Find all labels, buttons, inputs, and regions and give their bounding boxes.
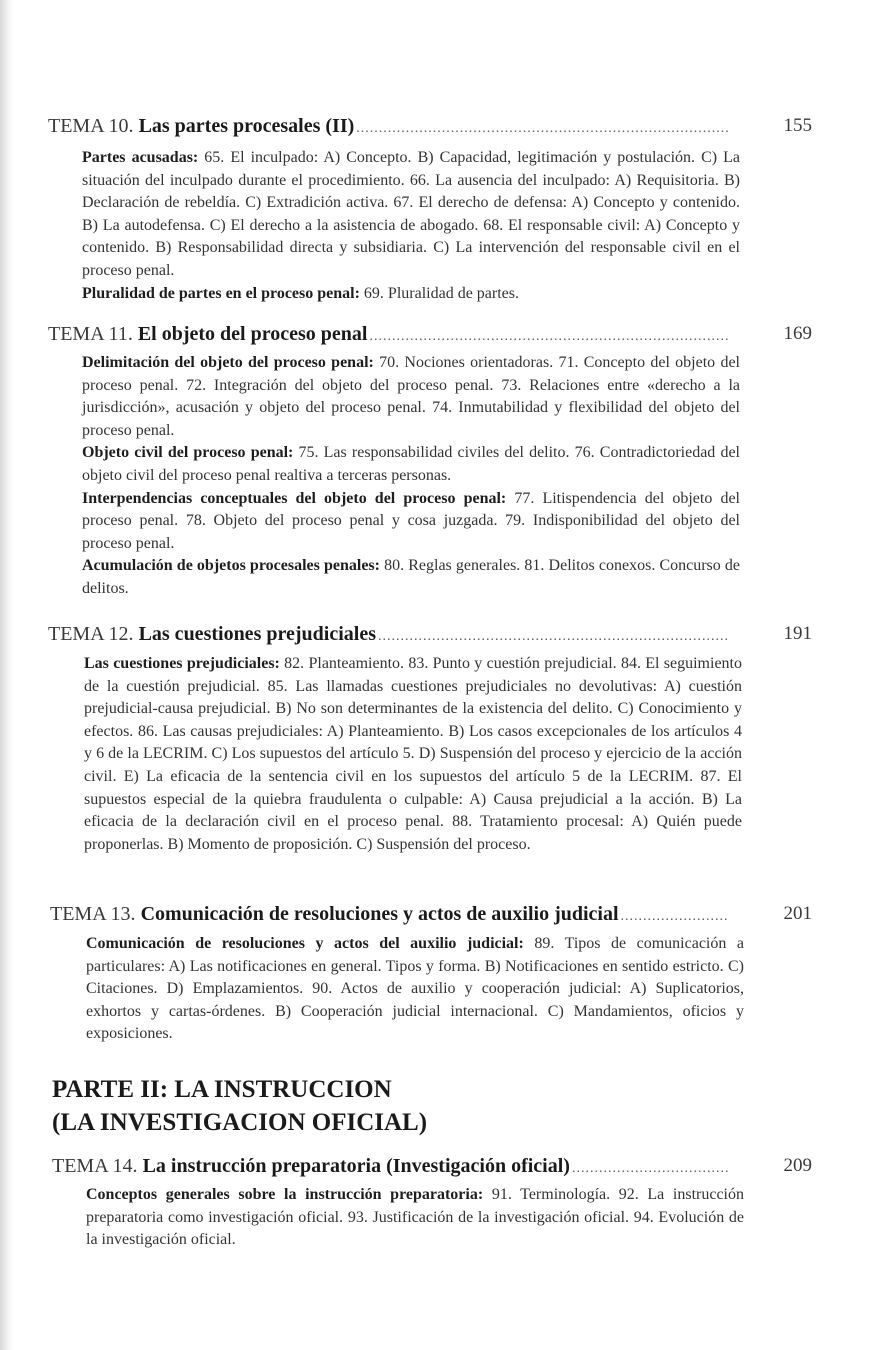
dot-leader (369, 323, 728, 351)
toc-entry-tema-14 (0, 1152, 884, 1249)
part-heading-line-2: (LA INVESTIGACION OFICIAL) (52, 1109, 428, 1136)
summary-lead: Las cuestiones prejudiciales: (84, 655, 280, 672)
summary-paragraph (86, 933, 744, 1046)
tema-page-number: 155 (783, 115, 812, 136)
tema-page-number: 169 (783, 323, 812, 344)
summary-lead: Objeto civil del proceso penal: (82, 444, 294, 462)
tema-number: TEMA 11. (48, 323, 133, 345)
toc-entry-heading[interactable] (0, 112, 884, 140)
summary-lead: Conceptos generales sobre la instrucción preparatoria: (86, 1186, 484, 1203)
tema-page-number: 209 (783, 1155, 812, 1176)
tema-title: Las partes procesales (II) (138, 115, 355, 137)
summary-paragraph (82, 352, 740, 442)
summary-text: 89. Tipos de comunicación a particulares: A) Las notificaciones en general. Tipos y forma. B) Notificaciones en sentido estricto. C) Citaciones. D) Emplazamientos. 90. Actos de auxilio y cooperación judicial: A) Suplicatorios, exhortos y cartas-órdenes. B) Cooperación judicial internacional. C) Mandamientos, oficios y exposiciones. (86, 935, 745, 1043)
toc-entry-heading[interactable] (0, 620, 884, 648)
dot-leader (356, 115, 728, 143)
summary-paragraph (82, 283, 740, 306)
summary-lead: Acumulación de objetos procesales penales: (82, 557, 380, 575)
toc-entry-tema-11 (0, 320, 884, 597)
toc-entry-tema-13 (0, 900, 884, 1043)
part-heading-line-1: PARTE II: LA INSTRUCCION (52, 1076, 392, 1103)
summary-lead: Pluralidad de partes en el proceso penal: (82, 284, 360, 302)
toc-entry-tema-10 (0, 112, 884, 302)
summary-paragraph (82, 555, 740, 600)
tema-title: Las cuestiones prejudiciales (138, 623, 376, 645)
summary-paragraph (84, 653, 742, 856)
tema-number: TEMA 10. (48, 115, 134, 137)
tema-page-number: 191 (783, 623, 812, 644)
summary-text: 65. El inculpado: A) Concepto. B) Capacidad, legitimación y postulación. C) La situación del inculpado durante el procedimiento. 66. La ausencia del inculpado: A) Requisitoria. B) Declaración de rebeldía. C) Extradición activa. 67. El derecho de defensa: A) Concepto y contenido. B) La autodefensa. C) El derecho a la asistencia de abogado. 68. El responsable civil: A) Concepto y contenido. B) Responsabilidad directa y subsidiaria. C) La intervención del responsable civil en el proceso penal. (82, 149, 741, 279)
dot-leader (572, 1155, 728, 1183)
summary-lead: Delimitación del objeto del proceso penal: (82, 354, 374, 371)
summary-text: 69. Pluralidad de partes. (359, 284, 519, 302)
summary-paragraph (82, 147, 740, 283)
toc-entry-heading[interactable] (0, 320, 884, 348)
summary-text: 77. Litispendencia del objeto del proceso penal. 78. Objeto del proceso penal y cosa juzgada. 79. Indisponibilidad del objeto del proceso penal. (82, 489, 740, 552)
tema-summary (86, 1184, 744, 1252)
summary-lead: Comunicación de resoluciones y actos del auxilio judicial: (86, 935, 524, 952)
tema-number: TEMA 14. (52, 1155, 138, 1177)
summary-lead: Partes acusadas: (82, 149, 199, 166)
dot-leader (378, 623, 728, 651)
summary-text: 80. Reglas generales. 81. Delitos conexos. Concurso de delitos. (82, 557, 740, 597)
summary-paragraph (82, 488, 740, 556)
tema-summary (86, 933, 744, 1046)
tema-number: TEMA 12. (48, 623, 134, 645)
summary-paragraph (82, 442, 740, 487)
tema-title: El objeto del proceso penal (137, 323, 368, 345)
summary-lead: Interpendencias conceptuales del objeto del proceso penal: (82, 489, 507, 507)
tema-title: La instrucción preparatoria (Investigación oficial) (142, 1155, 570, 1177)
summary-text: 91. Terminología. 92. La instrucción preparatoria como investigación oficial. 93. Justificación de la investigación oficial. 94. Evolución de la investigación oficial. (86, 1186, 744, 1249)
toc-entry-tema-12 (0, 620, 884, 853)
summary-paragraph (86, 1184, 744, 1252)
summary-text: 75. Las responsabilidad civiles del delito. 76. Contradictoriedad del objeto civil del proceso penal realtiva a terceras personas. (82, 444, 740, 484)
tema-title: Comunicación de resoluciones y actos de auxilio judicial (140, 903, 619, 925)
tema-summary (82, 147, 740, 305)
summary-text: 70. Nociones orientadoras. 71. Concepto del objeto del proceso penal. 72. Integración del objeto del proceso penal. 73. Relaciones entre «derecho a la jurisdicción», acusación y objeto del proceso penal. 74. Inmutabilidad y flexibilidad del objeto del proceso penal. (82, 354, 741, 439)
tema-page-number: 201 (783, 903, 812, 924)
dot-leader (621, 903, 728, 931)
tema-summary (84, 653, 742, 856)
toc-entry-heading[interactable] (0, 900, 884, 928)
summary-text: 82. Planteamiento. 83. Punto y cuestión prejudicial. 84. El seguimiento de la cuestión prejudicial. 85. Las llamadas cuestiones prejudiciales no devolutivas: A) cuestión prejudicial-causa prejudicial. B) No son determinantes de la existencia del delito. C) Conocimiento y efectos. 86. Las causas prejudiciales: A) Planteamiento. B) Los casos excepcionales de los artículos 4 y 6 de la LECRIM. C) Los supuestos del artículo 5. D) Suspensión del proceso y ejercicio de la acción civil. E) La eficacia de la sentencia civil en los supuestos del artículo 5 de la LECRIM. 87. El supuestos especial de la quiebra fraudulenta o culpable: A) Causa prejudicial a la acción. B) La eficacia de la declaración civil en el proceso penal. 88. Tratamiento procesal: A) Quién puede proponerlas. B) Momento de proposición. C) Suspensión del proceso. (84, 655, 742, 853)
tema-summary (82, 352, 740, 601)
part-heading (52, 1073, 427, 1139)
tema-number: TEMA 13. (50, 903, 136, 925)
toc-entry-heading[interactable] (0, 1152, 884, 1180)
